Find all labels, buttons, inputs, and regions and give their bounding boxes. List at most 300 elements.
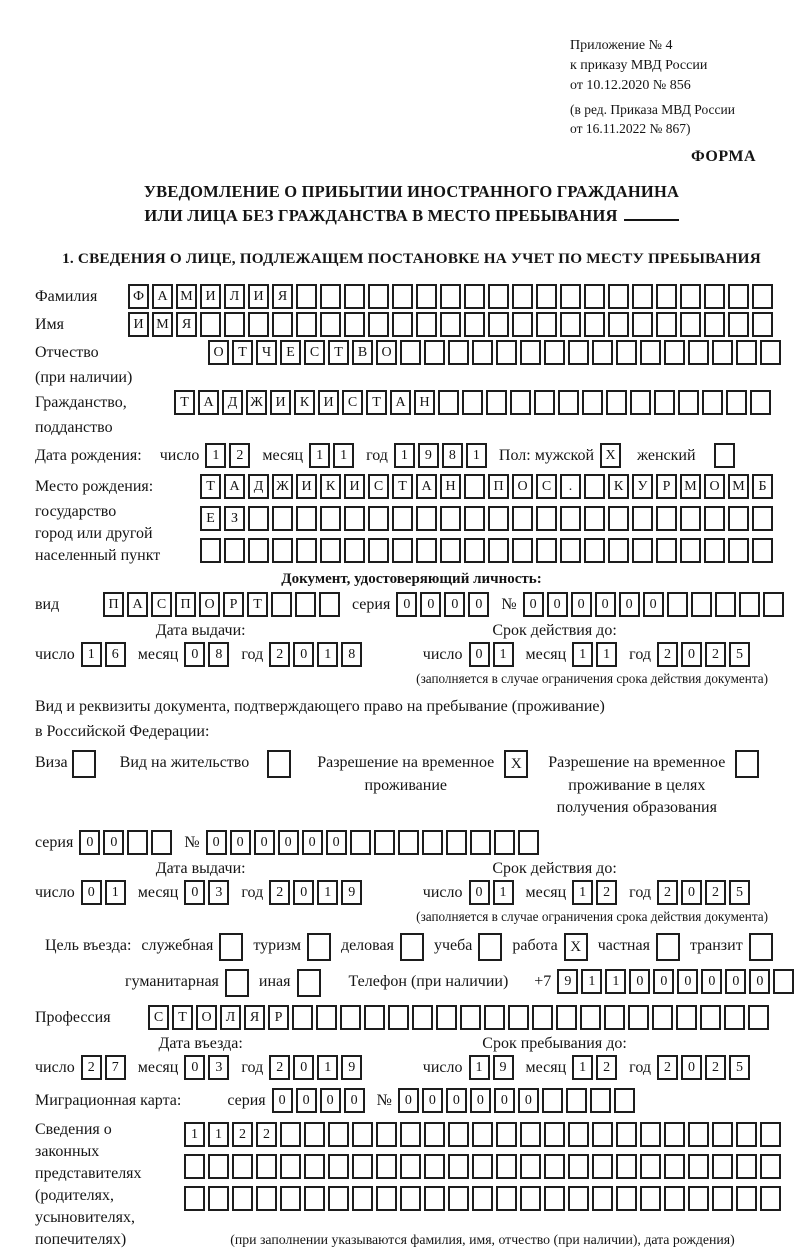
issue-day-label: число — [35, 645, 75, 663]
birthplace-label-city2: населенный пункт — [35, 546, 161, 564]
char-cell — [438, 390, 459, 415]
birth-month-label: месяц — [262, 446, 304, 464]
visa-checkbox[interactable] — [72, 750, 96, 778]
char-cell: Ф — [128, 284, 149, 309]
char-cell: А — [390, 390, 411, 415]
char-cell: 0 — [444, 592, 465, 617]
surname-label: Фамилия — [35, 287, 98, 305]
char-cell — [512, 312, 533, 337]
temp-residence-education-checkbox[interactable] — [735, 750, 759, 778]
char-cell: 0 — [653, 969, 674, 994]
char-cell — [320, 312, 341, 337]
char-cell — [208, 1186, 229, 1211]
char-cell — [494, 830, 515, 855]
residence-issue-year-label: год — [241, 883, 264, 901]
char-cell: И — [318, 390, 339, 415]
char-cell — [496, 1122, 517, 1147]
char-cell: 2 — [232, 1122, 253, 1147]
char-cell — [728, 312, 749, 337]
char-cell — [208, 1154, 229, 1179]
char-cell: 0 — [681, 880, 702, 905]
char-cell — [200, 312, 221, 337]
stay-year-boxes[interactable] — [657, 1055, 750, 1080]
residence-permit-checkbox[interactable] — [267, 750, 291, 778]
char-cell — [749, 933, 773, 961]
char-cell: 0 — [725, 969, 746, 994]
char-cell — [536, 506, 557, 531]
char-cell — [664, 1154, 685, 1179]
residence-number-boxes[interactable] — [206, 830, 539, 855]
char-cell — [714, 443, 735, 468]
char-cell — [712, 1186, 733, 1211]
char-cell: 2 — [229, 443, 250, 468]
char-cell — [726, 390, 747, 415]
birth-day-label: число — [159, 446, 200, 464]
representatives-boxes-row1[interactable] — [184, 1122, 781, 1147]
char-cell: 7 — [105, 1055, 126, 1080]
char-cell — [736, 340, 757, 365]
doc-kind-boxes[interactable] — [103, 592, 340, 617]
char-cell — [364, 1005, 385, 1030]
char-cell: 8 — [442, 443, 463, 468]
char-cell — [656, 506, 677, 531]
char-cell — [271, 592, 292, 617]
purpose-tourism-label: туризм — [253, 936, 301, 954]
char-cell — [400, 933, 424, 961]
citizenship-sublabel: подданство — [35, 418, 113, 436]
char-cell: В — [352, 340, 373, 365]
valid-month-label: месяц — [525, 645, 567, 663]
issue-month-boxes[interactable] — [184, 642, 229, 667]
char-cell: 1 — [493, 642, 514, 667]
residence-valid-year-boxes[interactable] — [657, 880, 750, 905]
char-cell — [763, 592, 784, 617]
char-cell: 0 — [293, 642, 314, 667]
char-cell: 0 — [344, 1088, 365, 1113]
char-cell — [392, 284, 413, 309]
blank-underline — [624, 205, 679, 221]
purpose-official-checkbox[interactable] — [219, 933, 243, 961]
profession-boxes[interactable] — [148, 1005, 769, 1030]
char-cell — [512, 538, 533, 563]
stay-until-label: Срок пребывания до: — [482, 1034, 627, 1052]
purpose-business-checkbox[interactable] — [400, 933, 424, 961]
residence-valid-month-boxes[interactable] — [572, 880, 617, 905]
phone-boxes[interactable] — [557, 969, 794, 994]
char-cell — [280, 1122, 301, 1147]
purpose-study-label: учеба — [433, 936, 473, 954]
char-cell — [376, 1154, 397, 1179]
char-cell: 0 — [272, 1088, 293, 1113]
char-cell — [542, 1088, 563, 1113]
char-cell: Ч — [256, 340, 277, 365]
stay-month-boxes[interactable] — [572, 1055, 617, 1080]
char-cell: 0 — [595, 592, 616, 617]
migration-number-boxes[interactable] — [398, 1088, 635, 1113]
char-cell — [344, 312, 365, 337]
char-cell: П — [175, 592, 196, 617]
char-cell — [608, 284, 629, 309]
char-cell: Л — [220, 1005, 241, 1030]
char-cell: О — [208, 340, 229, 365]
char-cell — [344, 538, 365, 563]
char-cell — [478, 933, 502, 961]
purpose-study-checkbox[interactable] — [478, 933, 502, 961]
char-cell — [496, 1154, 517, 1179]
citizenship-boxes[interactable] — [174, 390, 771, 415]
char-cell — [488, 312, 509, 337]
char-cell — [368, 538, 389, 563]
char-cell: 0 — [296, 1088, 317, 1113]
char-cell — [712, 1122, 733, 1147]
char-cell: 9 — [341, 880, 362, 905]
purpose-work-checkbox[interactable] — [564, 933, 588, 961]
char-cell — [632, 538, 653, 563]
char-cell: М — [152, 312, 173, 337]
char-cell — [584, 474, 605, 499]
char-cell — [608, 538, 629, 563]
entry-day-boxes[interactable] — [81, 1055, 126, 1080]
char-cell — [200, 538, 221, 563]
gender-male-checkbox[interactable] — [600, 443, 621, 468]
purpose-other-checkbox[interactable] — [297, 969, 321, 997]
char-cell: 0 — [547, 592, 568, 617]
char-cell: 0 — [494, 1088, 515, 1113]
char-cell — [664, 1186, 685, 1211]
char-cell — [184, 1186, 205, 1211]
char-cell — [760, 1154, 781, 1179]
char-cell: 1 — [309, 443, 330, 468]
char-cell: 1 — [572, 1055, 593, 1080]
residence-valid-until-label: Срок действия до: — [492, 859, 617, 877]
char-cell — [464, 284, 485, 309]
migration-series-label: серия — [227, 1091, 266, 1109]
char-cell — [328, 1186, 349, 1211]
purpose-private-checkbox[interactable] — [656, 933, 680, 961]
char-cell — [472, 1122, 493, 1147]
char-cell — [656, 538, 677, 563]
char-cell — [368, 506, 389, 531]
char-cell: 2 — [657, 880, 678, 905]
char-cell: X — [564, 933, 588, 961]
entry-month-boxes[interactable] — [184, 1055, 229, 1080]
char-cell — [446, 830, 467, 855]
residence-valid-day-label: число — [422, 883, 463, 901]
char-cell: 2 — [269, 642, 290, 667]
char-cell — [319, 592, 340, 617]
char-cell — [752, 506, 773, 531]
residence-issue-month-label: месяц — [137, 883, 179, 901]
char-cell — [700, 1005, 721, 1030]
char-cell — [558, 390, 579, 415]
valid-day-boxes[interactable] — [469, 642, 514, 667]
char-cell — [678, 390, 699, 415]
char-cell — [632, 312, 653, 337]
char-cell — [304, 1154, 325, 1179]
char-cell: 0 — [677, 969, 698, 994]
surname-row — [35, 284, 788, 309]
char-cell: 0 — [254, 830, 275, 855]
char-cell: 0 — [446, 1088, 467, 1113]
char-cell — [606, 390, 627, 415]
char-cell — [416, 312, 437, 337]
char-cell: А — [224, 474, 245, 499]
char-cell — [488, 538, 509, 563]
char-cell — [702, 390, 723, 415]
char-cell — [248, 538, 269, 563]
char-cell: 2 — [705, 642, 726, 667]
char-cell: М — [728, 474, 749, 499]
issue-day-boxes[interactable] — [81, 642, 126, 667]
char-cell: 0 — [81, 880, 102, 905]
representatives-note: (при заполнении указываются фамилия, имя, отчество (при наличии), дата рождения) — [230, 1231, 735, 1247]
char-cell: С — [148, 1005, 169, 1030]
char-cell: 1 — [317, 642, 338, 667]
char-cell — [520, 340, 541, 365]
char-cell: 8 — [341, 642, 362, 667]
migration-series-boxes[interactable] — [272, 1088, 365, 1113]
birthplace-row — [35, 474, 788, 565]
char-cell — [544, 1122, 565, 1147]
valid-until-label: Срок действия до: — [492, 621, 617, 639]
char-cell — [400, 1122, 421, 1147]
char-cell: Е — [200, 506, 221, 531]
doc-series-boxes[interactable] — [396, 592, 489, 617]
char-cell: Т — [247, 592, 268, 617]
patronymic-label: Отчество — [35, 343, 99, 361]
char-cell — [398, 830, 419, 855]
char-cell: Ж — [246, 390, 267, 415]
valid-year-boxes[interactable] — [657, 642, 750, 667]
option-temp-residence-education: Разрешение на временное проживание в целях получения образования — [548, 750, 759, 819]
char-cell — [556, 1005, 577, 1030]
purpose-label: Цель въезда: — [45, 936, 132, 954]
char-cell — [440, 538, 461, 563]
char-cell: З — [224, 506, 245, 531]
char-cell — [316, 1005, 337, 1030]
char-cell — [688, 340, 709, 365]
char-cell: 8 — [208, 642, 229, 667]
char-cell — [712, 340, 733, 365]
residence-validity-note: (заполняется в случае ограничения срока действия документа) — [416, 908, 768, 924]
char-cell — [464, 474, 485, 499]
char-cell — [464, 538, 485, 563]
char-cell: 1 — [596, 642, 617, 667]
purpose-humanitarian-checkbox[interactable] — [225, 969, 249, 997]
residence-issue-day-boxes[interactable] — [81, 880, 126, 905]
char-cell: 0 — [518, 1088, 539, 1113]
char-cell: 2 — [705, 1055, 726, 1080]
char-cell: X — [600, 443, 621, 468]
char-cell: 0 — [681, 642, 702, 667]
char-cell — [616, 340, 637, 365]
char-cell — [676, 1005, 697, 1030]
char-cell: 2 — [81, 1055, 102, 1080]
purpose-transit-label: транзит — [689, 936, 743, 954]
birth-day-boxes[interactable] — [205, 443, 250, 468]
char-cell: С — [536, 474, 557, 499]
stay-year-label: год — [629, 1058, 651, 1076]
annex-line: от 10.12.2020 № 856 — [570, 77, 691, 93]
residence-dates — [35, 880, 788, 905]
issue-date-label: Дата выдачи: — [155, 621, 246, 639]
char-cell: 0 — [469, 880, 490, 905]
doc-number-boxes[interactable] — [523, 592, 784, 617]
char-cell — [496, 340, 517, 365]
residence-series-boxes[interactable] — [79, 830, 172, 855]
char-cell — [614, 1088, 635, 1113]
char-cell — [296, 312, 317, 337]
char-cell — [544, 1186, 565, 1211]
residence-valid-day-boxes[interactable] — [469, 880, 514, 905]
residence-issue-year-boxes[interactable] — [269, 880, 362, 905]
char-cell — [592, 1186, 613, 1211]
representatives-boxes-row3[interactable] — [184, 1186, 781, 1211]
char-cell: 1 — [572, 642, 593, 667]
char-cell — [392, 506, 413, 531]
valid-day-label: число — [422, 645, 463, 663]
doc-kind-label: вид — [35, 595, 60, 613]
gender-female-checkbox[interactable] — [714, 443, 735, 468]
char-cell: 1 — [317, 880, 338, 905]
issue-year-boxes[interactable] — [269, 642, 362, 667]
char-cell: 1 — [581, 969, 602, 994]
char-cell: X — [504, 750, 528, 778]
char-cell — [151, 830, 172, 855]
char-cell: 1 — [493, 880, 514, 905]
residence-doc-intro: Вид и реквизиты документа, подтверждающего право на пребывание (проживание) в Российской Федерации: — [35, 697, 605, 740]
temp-residence-checkbox[interactable] — [504, 750, 528, 778]
char-cell — [688, 1186, 709, 1211]
char-cell — [368, 312, 389, 337]
char-cell — [640, 1154, 661, 1179]
char-cell — [534, 390, 555, 415]
char-cell: 1 — [605, 969, 626, 994]
char-cell: 0 — [293, 1055, 314, 1080]
patronymic-boxes[interactable] — [208, 340, 781, 365]
char-cell — [750, 390, 771, 415]
char-cell — [712, 1154, 733, 1179]
char-cell — [520, 1154, 541, 1179]
char-cell: П — [488, 474, 509, 499]
char-cell — [580, 1005, 601, 1030]
stay-day-boxes[interactable] — [469, 1055, 514, 1080]
char-cell — [616, 1154, 637, 1179]
char-cell — [368, 284, 389, 309]
char-cell: 1 — [333, 443, 354, 468]
representatives-row: Сведения о законных представителях (родителях, усыновителях, попечителях) 1 1 2 2 (при заполнении указываются фамилия, имя, отчество (при наличии), дата рождения) — [35, 1120, 788, 1249]
option-residence-permit: Вид на жительство — [120, 750, 292, 778]
char-cell: Д — [222, 390, 243, 415]
char-cell — [584, 312, 605, 337]
char-cell: 3 — [208, 880, 229, 905]
name-boxes[interactable] — [128, 312, 773, 337]
char-cell: К — [294, 390, 315, 415]
purpose-humanitarian-label: гуманитарная — [125, 972, 219, 990]
migration-card-label: Миграционная карта: — [35, 1091, 182, 1109]
char-cell — [296, 506, 317, 531]
char-cell — [376, 1122, 397, 1147]
char-cell — [424, 1122, 445, 1147]
char-cell — [736, 1154, 757, 1179]
char-cell: Л — [224, 284, 245, 309]
entry-year-label: год — [241, 1058, 264, 1076]
char-cell — [127, 830, 148, 855]
char-cell — [350, 830, 371, 855]
char-cell — [518, 830, 539, 855]
char-cell — [320, 506, 341, 531]
char-cell: И — [296, 474, 317, 499]
char-cell — [486, 390, 507, 415]
char-cell — [224, 312, 245, 337]
identity-doc-dates — [35, 642, 788, 667]
annex-block — [570, 36, 788, 138]
char-cell: Р — [656, 474, 677, 499]
char-cell: Т — [174, 390, 195, 415]
char-cell — [412, 1005, 433, 1030]
char-cell — [440, 506, 461, 531]
purpose-transit-checkbox[interactable] — [749, 933, 773, 961]
char-cell — [72, 750, 96, 778]
char-cell — [400, 1186, 421, 1211]
birthplace-boxes-row1[interactable] — [200, 474, 773, 499]
char-cell — [470, 830, 491, 855]
char-cell: 0 — [470, 1088, 491, 1113]
birth-year-boxes[interactable] — [394, 443, 487, 468]
char-cell — [704, 312, 725, 337]
char-cell — [224, 538, 245, 563]
purpose-tourism-checkbox[interactable] — [307, 933, 331, 961]
char-cell: О — [512, 474, 533, 499]
char-cell — [416, 538, 437, 563]
valid-month-boxes[interactable] — [572, 642, 617, 667]
char-cell — [448, 340, 469, 365]
char-cell: Б — [752, 474, 773, 499]
char-cell — [272, 506, 293, 531]
purpose-business-label: деловая — [340, 936, 394, 954]
char-cell: 3 — [208, 1055, 229, 1080]
birth-month-boxes[interactable] — [309, 443, 354, 468]
char-cell: 0 — [619, 592, 640, 617]
char-cell — [464, 506, 485, 531]
residence-issue-month-boxes[interactable] — [184, 880, 229, 905]
birth-year-label: год — [366, 446, 388, 464]
birthplace-boxes-row3[interactable] — [200, 538, 773, 563]
char-cell: 1 — [205, 443, 226, 468]
char-cell — [295, 592, 316, 617]
char-cell: 0 — [230, 830, 251, 855]
option-visa: Виза — [35, 750, 96, 778]
char-cell: И — [344, 474, 365, 499]
char-cell — [667, 592, 688, 617]
surname-boxes[interactable] — [128, 284, 773, 309]
char-cell — [680, 284, 701, 309]
char-cell: О — [196, 1005, 217, 1030]
char-cell — [256, 1186, 277, 1211]
char-cell: Н — [414, 390, 435, 415]
char-cell — [590, 1088, 611, 1113]
char-cell — [691, 592, 712, 617]
annex-revision-note: (в ред. Приказа МВД России от 16.11.2022 № 867) — [570, 101, 735, 136]
birthplace-boxes-row2[interactable] — [200, 506, 773, 531]
entry-year-boxes[interactable] — [269, 1055, 362, 1080]
stay-month-label: месяц — [525, 1058, 567, 1076]
representatives-boxes-row2[interactable] — [184, 1154, 781, 1179]
char-cell — [440, 284, 461, 309]
char-cell: П — [103, 592, 124, 617]
char-cell: Т — [328, 340, 349, 365]
char-cell: 0 — [302, 830, 323, 855]
